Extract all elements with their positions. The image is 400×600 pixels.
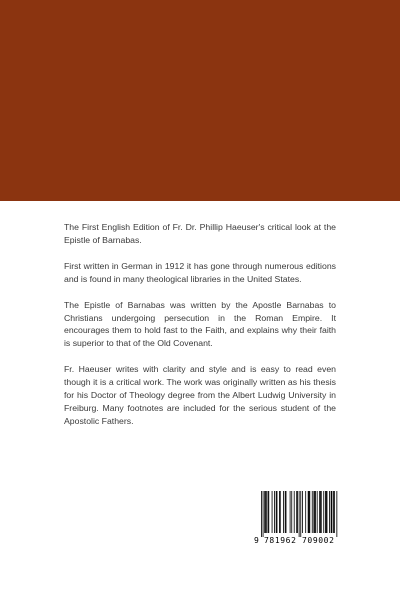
barcode-bar (308, 491, 309, 533)
barcode-bar (296, 491, 297, 533)
barcode-bar (325, 491, 326, 533)
barcode-bar (272, 491, 273, 533)
barcode-bar (327, 491, 328, 533)
blurb-paragraph: First written in German in 1912 it has gone through numerous editions and is found in many theological libraries in the United States. (64, 260, 336, 284)
cover-color-band (0, 0, 400, 201)
barcode-bar (302, 491, 303, 533)
barcode-bar (331, 491, 332, 533)
barcode-bar (321, 491, 322, 533)
barcode-bar (300, 491, 301, 537)
barcode-bars (253, 491, 338, 537)
barcode-bar (313, 491, 314, 533)
barcode-bar (286, 491, 287, 533)
barcode-bar (261, 491, 262, 537)
barcode-bar (290, 491, 291, 533)
isbn-barcode (253, 491, 338, 549)
barcode-bar (315, 491, 316, 533)
barcode-bar (314, 491, 315, 533)
barcode-lead-digit: 9 (254, 536, 259, 545)
barcode-bar (317, 491, 318, 533)
barcode-bar (264, 491, 265, 533)
barcode-bar (312, 491, 313, 533)
barcode-bar (323, 491, 324, 533)
barcode-bar (266, 491, 267, 533)
barcode-bar (268, 491, 269, 533)
barcode-bar (336, 491, 337, 537)
barcode-bar (277, 491, 278, 533)
barcode-bar (329, 491, 330, 533)
barcode-bar (297, 491, 298, 533)
barcode-bar (265, 491, 266, 533)
barcode-bar (268, 491, 269, 533)
barcode-bar (320, 491, 321, 533)
barcode-bar (280, 491, 281, 533)
barcode-right-digits: 709002 (302, 536, 335, 545)
blurb-paragraph: The Epistle of Barnabas was written by the Apostle Barnabas to Christians undergoing persecution in the Roman Empire. It encourages them to hold fast to the Faith, and explains why their faith is superior to that of the Old Covenant. (64, 299, 336, 349)
barcode-bar (333, 491, 334, 533)
blurb-paragraph: Fr. Haeuser writes with clarity and style and is easy to read even though it is a critical work. The work was originally written as his thesis for his Doctor of Theology degree from the Albert Ludwig University in Freiburg. Many footnotes are included for the serious student of the Apostolic Fathers. (64, 364, 336, 426)
back-cover-blurb (64, 221, 336, 441)
barcode-bar (274, 491, 275, 533)
barcode-bar (299, 491, 300, 537)
barcode-bar (276, 491, 277, 533)
barcode-bar (319, 491, 320, 533)
barcode-bar (334, 491, 335, 533)
barcode-bar (283, 491, 284, 533)
barcode-bar (305, 491, 306, 533)
barcode-bar (285, 491, 286, 533)
barcode-bar (279, 491, 280, 533)
blurb-paragraph: The First English Edition of Fr. Dr. Phillip Haeuser's critical look at the Epistle of Barnabas. (64, 222, 336, 245)
barcode-bar (291, 491, 292, 533)
barcode-bar (309, 491, 310, 533)
barcode-bar (332, 491, 333, 533)
barcode-bar (294, 491, 295, 533)
barcode-bar (309, 491, 310, 533)
barcode-bar (326, 491, 327, 533)
barcode-left-digits: 781962 (264, 536, 297, 545)
barcode-bar (263, 491, 264, 537)
